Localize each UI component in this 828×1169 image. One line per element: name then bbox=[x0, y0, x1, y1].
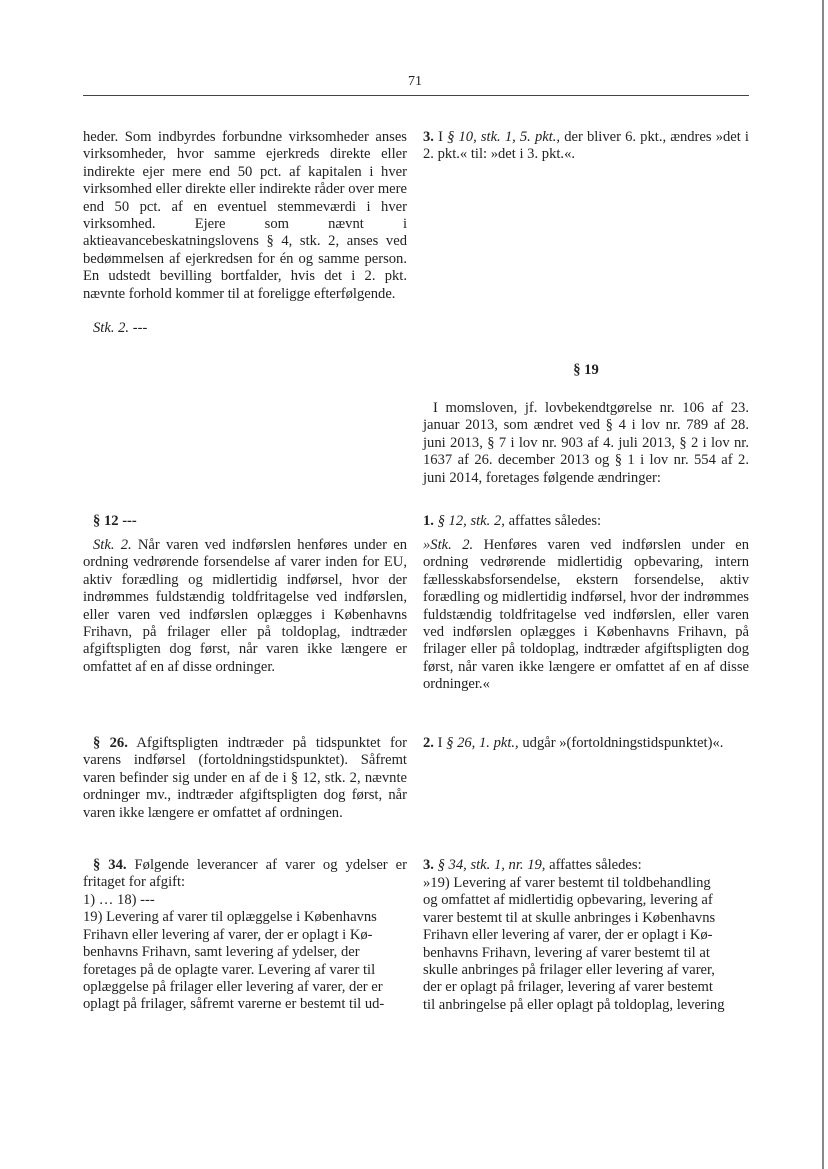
amendment-1-text: Henføres varen ved indførslen under en ordning vedrørende midlertidig opbevaring, intern fællesskabsforsendelse, ekstern forsendelse, aktiv forædling og midlertidig indførsel, hvor der indrømmes fuldstændig toldfritagelse ved indførslen, eller varen ved indførslen oplægges i Københavns Frihavn, på frilager eller på toldoplag, indtræder afgiftspligten dog først, når varen ikke længere er omfattet af en af disse ordninger.« bbox=[423, 537, 749, 693]
left-stk2-text: Stk. 2. --- bbox=[93, 320, 148, 336]
left-stk2 bbox=[83, 320, 417, 337]
amendment-3b-line: der er oplagt på frilager, levering af varer bestemt bbox=[423, 979, 713, 996]
amendment-3b-line: varer bestemt til at skulle anbringes i Københavns bbox=[423, 909, 716, 926]
section-34-line: foretages på de oplagte varer. Levering af varer til bbox=[83, 961, 376, 978]
section-19-text: I momsloven, jf. lovbekendtgørelse nr. 106 af 23. januar 2013, som ændret ved § 4 i lov nr. 789 af 28. juni 2013, § 7 i lov nr. 903 af 4. juli 2013, § 2 i lov nr. 1637 af 26. december 2013 og § 1 i lov nr. 554 af 2. juni 2014, foretages følgende ændringer: bbox=[423, 400, 749, 486]
left-paragraph-continued bbox=[83, 129, 407, 303]
amendment-1-number: 1. bbox=[423, 513, 434, 529]
amendment-3b-line: »19) Levering af varer bestemt til toldbehandling bbox=[423, 875, 711, 891]
amendment-3-ref: § 10, stk. 1, 5. pkt., bbox=[447, 129, 561, 145]
amendment-3b-lines bbox=[423, 875, 749, 1014]
amendment-2-paragraph bbox=[423, 735, 749, 752]
amendment-3b-heading bbox=[423, 857, 749, 874]
section-34-items-range: 1) … 18) --- bbox=[83, 892, 155, 908]
amendment-3-text: der bliver 6. pkt., ændres »det i 2. pkt.« til: »det i 3. pkt.«. bbox=[423, 129, 749, 163]
amendment-2-prefix: I bbox=[437, 735, 443, 751]
amendment-1-suffix: affattes således: bbox=[508, 513, 602, 529]
section-34-line: Frihavn eller levering af varer, der er oplagt i Kø- bbox=[83, 926, 373, 943]
amendment-3b-line: til anbringelse på eller oplagt på toldoplag, levering bbox=[423, 996, 725, 1013]
amendment-3b-line: benhavns Frihavn, levering af varer bestemt til at bbox=[423, 944, 710, 961]
section-12-heading-text: § 12 --- bbox=[93, 513, 137, 529]
amendment-3b-number: 3. bbox=[423, 857, 434, 873]
amendment-1-ref: § 12, stk. 2, bbox=[437, 513, 505, 529]
amendment-3-number: 3. bbox=[423, 129, 434, 145]
page-number: 71 bbox=[408, 74, 422, 89]
section-34-items bbox=[83, 892, 407, 1014]
section-34-line: benhavns Frihavn, samt levering af ydelser, der bbox=[83, 944, 360, 961]
section-34-line: 19) Levering af varer til oplæggelse i Københavns bbox=[83, 909, 377, 926]
amendment-3b-line: Frihavn eller levering af varer, der er oplagt i Kø- bbox=[423, 927, 713, 944]
header-rule bbox=[83, 95, 749, 96]
section-12-stk-label: Stk. 2. bbox=[93, 537, 132, 553]
amendment-3b-line: og omfattet af midlertidig opbevaring, levering af bbox=[423, 892, 713, 909]
section-12-text: Når varen ved indførslen henføres under en ordning vedrørende forsendelse af varer inden for EU, aktiv forædling og midlertidig indførsel, hvor der indrømmes fuldstændig toldfritagelse ved indførslen, eller varen ved indførslen oplægges i Københavns Frihavn, på frilager eller på toldoplag, indtræder afgiftspligten dog først, når varen ikke længere er omfattet af en af disse ordninger. bbox=[83, 537, 408, 675]
section-26-text: Afgiftspligten indtræder på tidspunktet for varens indførsel (fortoldningstidspunktet). Såfremt varen befinder sig under en af de i § 12, stk. 2, nævnte ordninger mv., indtræder afgiftspligten dog først, når varen ikke længere er omfattet af ordningen. bbox=[83, 735, 407, 821]
amendment-2-number: 2. bbox=[423, 735, 434, 751]
amendment-2-text: udgår »(fortoldningstidspunktet)«. bbox=[522, 735, 724, 751]
amendment-1-stk-label: »Stk. 2. bbox=[423, 537, 474, 553]
section-34-paragraph bbox=[83, 857, 407, 892]
section-19-heading: § 19 bbox=[573, 362, 599, 378]
amendment-3b-line: skulle anbringes på frilager eller levering af varer, bbox=[423, 962, 715, 979]
section-34-heading: § 34. bbox=[93, 857, 127, 873]
section-34-line: oplæggelse på frilager eller levering af varer, der er bbox=[83, 979, 383, 996]
amendment-3-prefix: I bbox=[438, 129, 443, 145]
section-12-heading bbox=[83, 513, 417, 530]
section-19-intro bbox=[423, 400, 749, 487]
amendment-1-paragraph bbox=[423, 537, 749, 694]
section-34-text: Følgende leverancer af varer og ydelser er fritaget for afgift: bbox=[83, 857, 407, 891]
section-12-paragraph bbox=[83, 537, 407, 676]
section-26-heading: § 26. bbox=[93, 735, 128, 751]
section-34-line: oplagt på frilager, såfremt varerne er bestemt til ud- bbox=[83, 996, 385, 1013]
section-26-paragraph bbox=[83, 735, 407, 822]
left-paragraph-text: heder. Som indbyrdes forbundne virksomheder anses virksomheder, hvor samme ejerkreds direkte eller indirekte ejer mere end 50 pct. af kapitalen i hver virksomhed eller direkte eller indirekte råder over mere end 50 pct. af en eventuel stemmeværdi i hver virksomhed. Ejere som nævnt i aktieavancebeskatningslovens § 4, stk. 2, anses ved bedømmelsen af ejerkredsen for én og samme person. En udstedt bevilling bortfalder, hvis det i 2. pkt. nævnte forhold kommer til at foreligge efterfølgende. bbox=[83, 129, 407, 302]
amendment-1-heading bbox=[423, 513, 749, 530]
scan-edge-line bbox=[822, 0, 824, 1169]
amendment-3b-suffix: affattes således: bbox=[549, 857, 642, 873]
amendment-3-paragraph bbox=[423, 129, 749, 164]
amendment-2-ref: § 26, 1. pkt., bbox=[446, 735, 519, 751]
amendment-3b-ref: § 34, stk. 1, nr. 19, bbox=[437, 857, 546, 873]
